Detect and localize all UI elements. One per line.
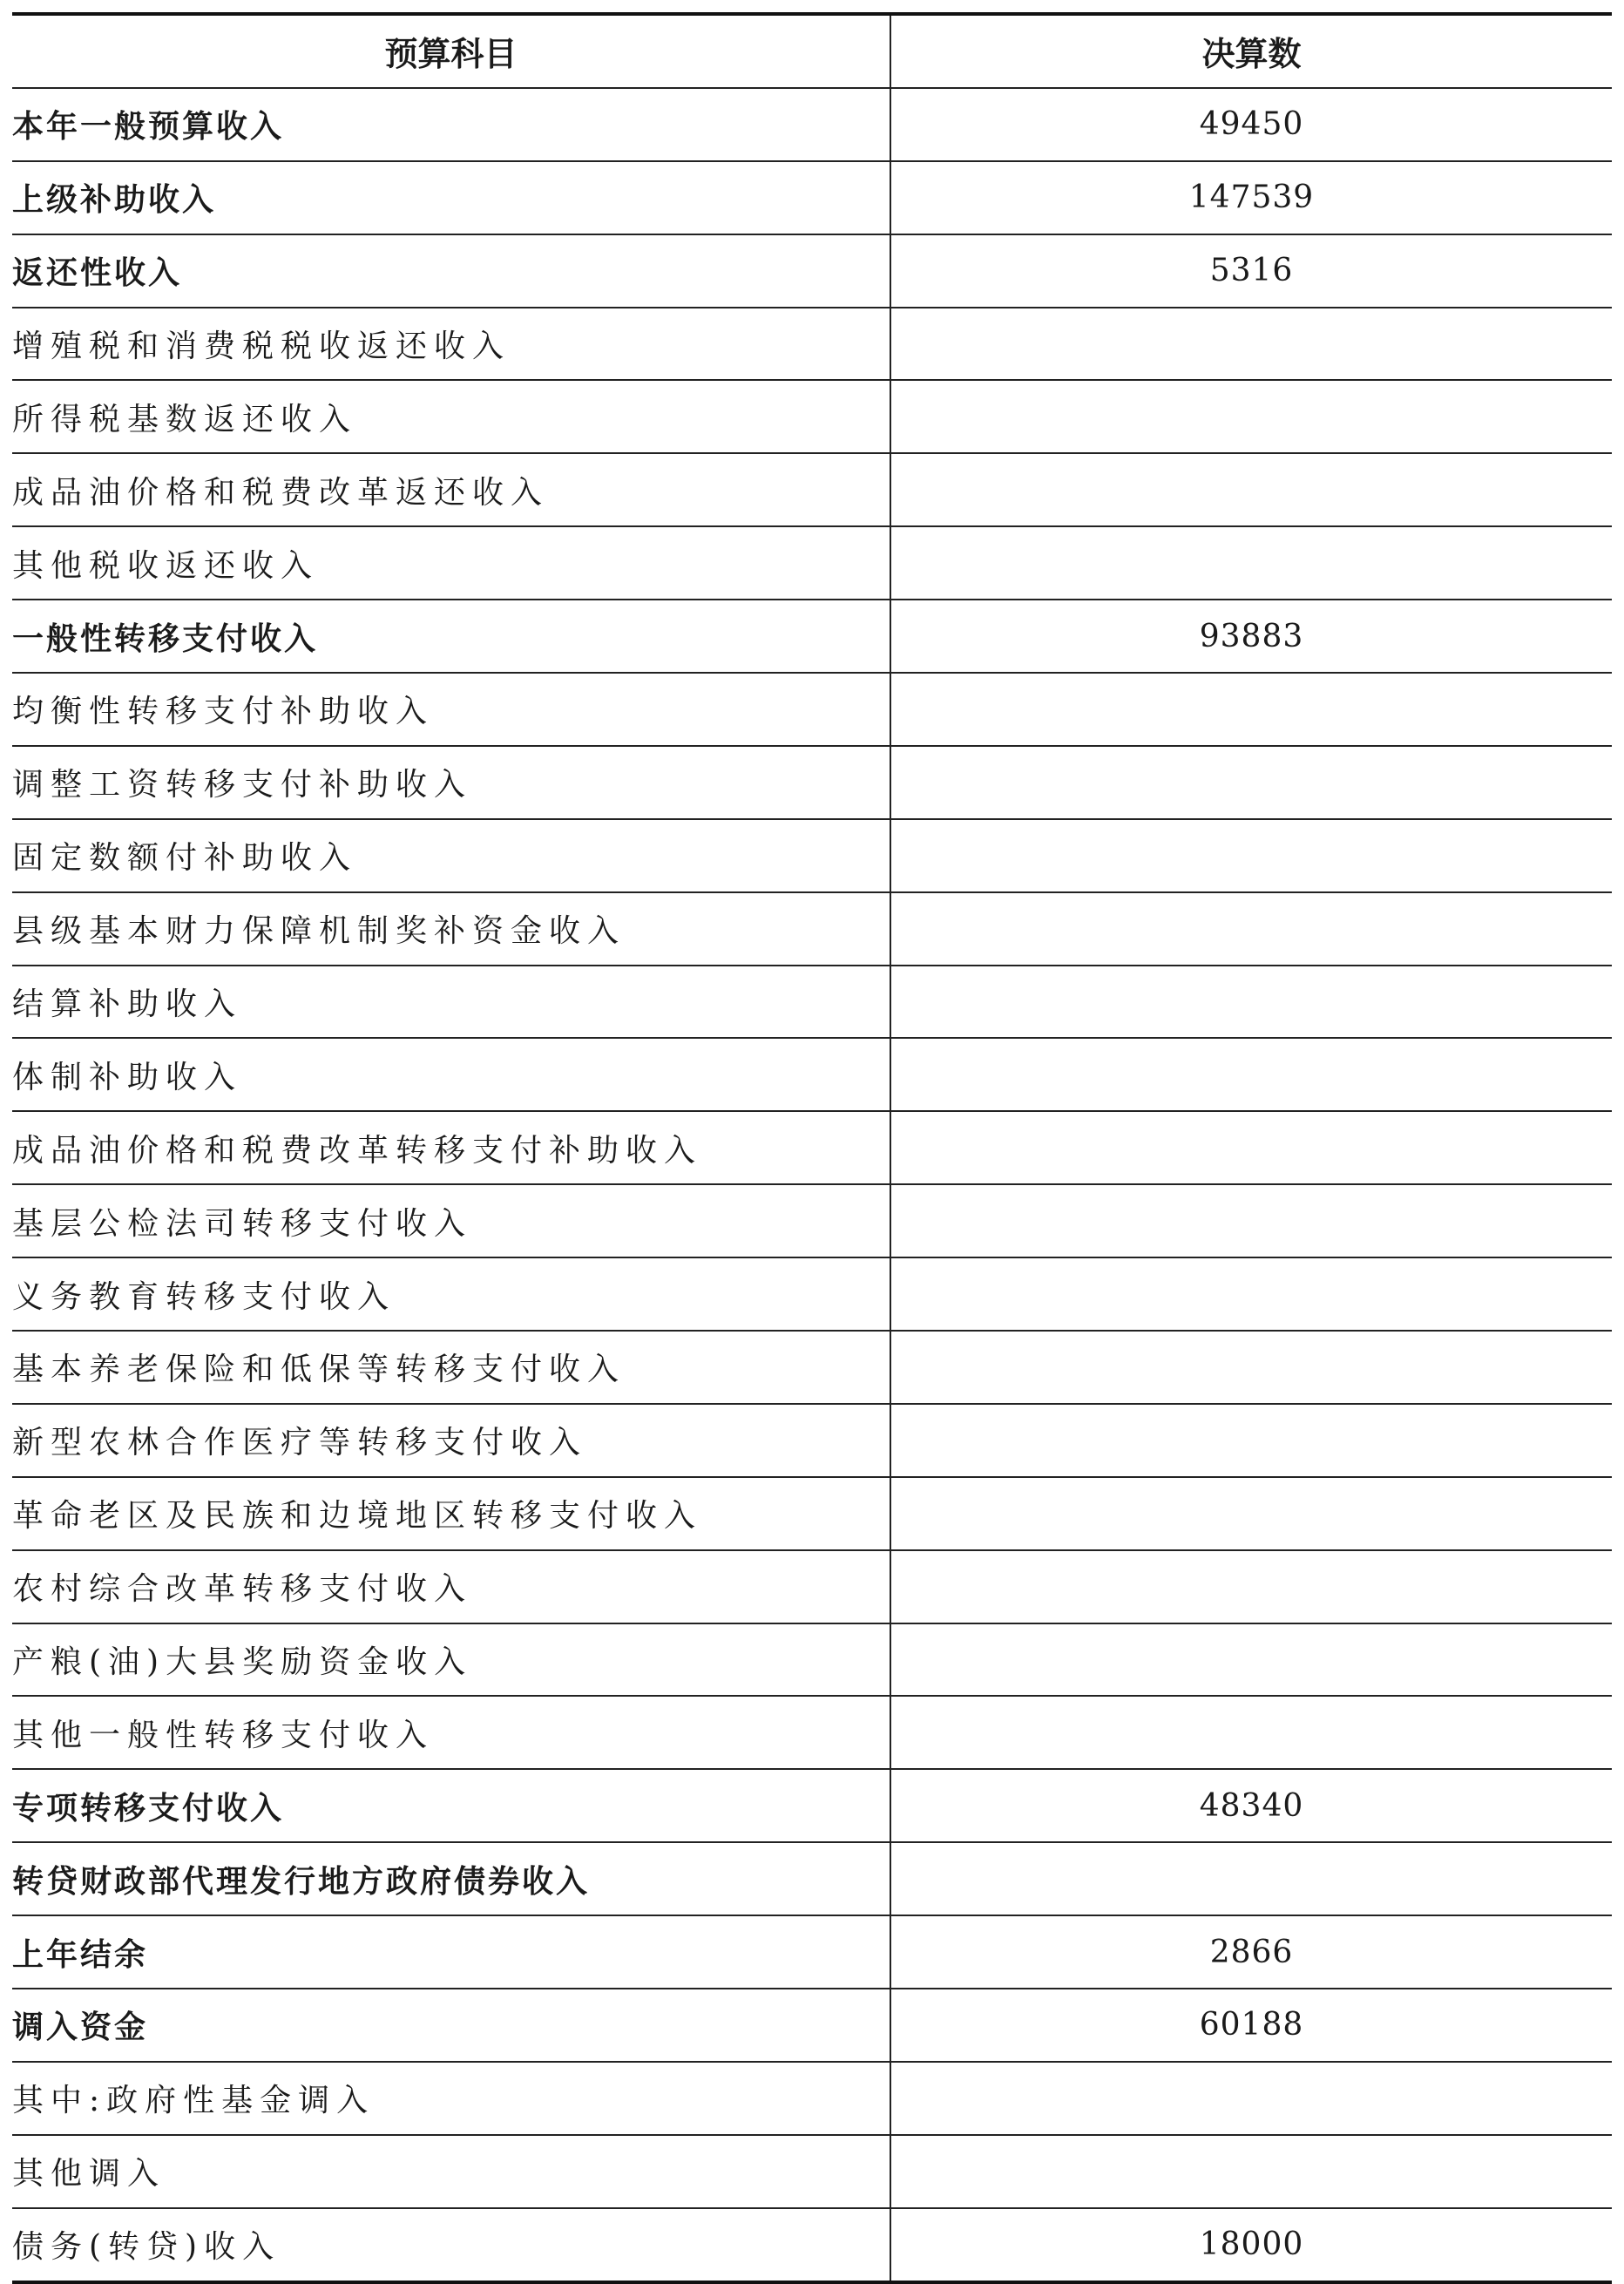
table-row — [12, 1111, 1612, 1184]
budget-item-label: 县级基本财力保障机制奖补资金收入 — [12, 892, 890, 966]
table-row — [12, 1989, 1612, 2062]
table-row — [12, 892, 1612, 966]
table-row — [12, 2208, 1612, 2282]
final-amount-cell — [890, 526, 1612, 600]
budget-item-label: 成品油价格和税费改革转移支付补助收入 — [12, 1111, 890, 1184]
budget-item-label: 结算补助收入 — [12, 966, 890, 1039]
table-row — [12, 380, 1612, 453]
final-amount-cell: 93883 — [890, 600, 1612, 673]
final-amount-cell: 18000 — [890, 2208, 1612, 2282]
final-amount-cell — [890, 1550, 1612, 1623]
table-row — [12, 746, 1612, 819]
budget-item-label: 上级补助收入 — [12, 161, 890, 234]
table-row — [12, 673, 1612, 746]
budget-table — [12, 12, 1612, 2284]
table-row — [12, 1331, 1612, 1404]
budget-item-label: 产粮(油)大县奖励资金收入 — [12, 1623, 890, 1697]
header-final-amount: 决算数 — [890, 14, 1612, 88]
budget-item-label: 转贷财政部代理发行地方政府债券收入 — [12, 1842, 890, 1915]
final-amount-cell — [890, 380, 1612, 453]
budget-item-label: 返还性收入 — [12, 234, 890, 308]
final-amount-cell: 49450 — [890, 88, 1612, 161]
budget-item-label: 一般性转移支付收入 — [12, 600, 890, 673]
final-amount-cell — [890, 1477, 1612, 1550]
final-amount-cell — [890, 1696, 1612, 1769]
table-row — [12, 2062, 1612, 2135]
final-amount-cell: 147539 — [890, 161, 1612, 234]
budget-item-label: 农村综合改革转移支付收入 — [12, 1550, 890, 1623]
table-row — [12, 819, 1612, 892]
table-row — [12, 600, 1612, 673]
table-row — [12, 1550, 1612, 1623]
budget-item-label: 本年一般预算收入 — [12, 88, 890, 161]
final-amount-cell — [890, 2135, 1612, 2208]
final-amount-cell — [890, 453, 1612, 526]
budget-item-label: 其他调入 — [12, 2135, 890, 2208]
final-amount-cell — [890, 1111, 1612, 1184]
final-amount-cell — [890, 1404, 1612, 1477]
final-amount-cell — [890, 1038, 1612, 1111]
table-row — [12, 1623, 1612, 1697]
table-row — [12, 526, 1612, 600]
budget-item-label: 所得税基数返还收入 — [12, 380, 890, 453]
table-row — [12, 1184, 1612, 1257]
final-amount-cell: 48340 — [890, 1769, 1612, 1842]
table-row — [12, 966, 1612, 1039]
budget-item-label: 调入资金 — [12, 1989, 890, 2062]
table-row — [12, 1769, 1612, 1842]
table-row — [12, 2135, 1612, 2208]
table-row — [12, 1696, 1612, 1769]
budget-item-label: 上年结余 — [12, 1915, 890, 1989]
budget-item-label: 基本养老保险和低保等转移支付收入 — [12, 1331, 890, 1404]
budget-item-label: 专项转移支付收入 — [12, 1769, 890, 1842]
final-amount-cell: 5316 — [890, 234, 1612, 308]
table-row — [12, 234, 1612, 308]
budget-item-label: 革命老区及民族和边境地区转移支付收入 — [12, 1477, 890, 1550]
final-amount-cell — [890, 2062, 1612, 2135]
final-amount-cell — [890, 1331, 1612, 1404]
budget-item-label: 其他一般性转移支付收入 — [12, 1696, 890, 1769]
budget-item-label: 调整工资转移支付补助收入 — [12, 746, 890, 819]
budget-item-label: 增殖税和消费税税收返还收入 — [12, 308, 890, 381]
table-row — [12, 308, 1612, 381]
header-budget-item: 预算科目 — [12, 14, 890, 88]
final-amount-cell — [890, 819, 1612, 892]
table-row — [12, 453, 1612, 526]
final-amount-cell — [890, 892, 1612, 966]
final-amount-cell — [890, 308, 1612, 381]
final-amount-cell — [890, 1184, 1612, 1257]
table-row — [12, 161, 1612, 234]
final-amount-cell — [890, 1623, 1612, 1697]
budget-item-label: 债务(转贷)收入 — [12, 2208, 890, 2282]
table-row — [12, 1257, 1612, 1331]
budget-item-label: 其中:政府性基金调入 — [12, 2062, 890, 2135]
budget-item-label: 固定数额付补助收入 — [12, 819, 890, 892]
table-row — [12, 1038, 1612, 1111]
budget-item-label: 体制补助收入 — [12, 1038, 890, 1111]
budget-item-label: 新型农林合作医疗等转移支付收入 — [12, 1404, 890, 1477]
table-row — [12, 1842, 1612, 1915]
table-row — [12, 1477, 1612, 1550]
final-amount-cell — [890, 1257, 1612, 1331]
budget-item-label: 义务教育转移支付收入 — [12, 1257, 890, 1331]
budget-item-label: 均衡性转移支付补助收入 — [12, 673, 890, 746]
final-amount-cell: 2866 — [890, 1915, 1612, 1989]
budget-item-label: 成品油价格和税费改革返还收入 — [12, 453, 890, 526]
table-row — [12, 88, 1612, 161]
budget-item-label: 其他税收返还收入 — [12, 526, 890, 600]
table-body — [12, 88, 1612, 2282]
final-amount-cell — [890, 966, 1612, 1039]
budget-item-label: 基层公检法司转移支付收入 — [12, 1184, 890, 1257]
table-row — [12, 1915, 1612, 1989]
final-amount-cell — [890, 1842, 1612, 1915]
table-row — [12, 1404, 1612, 1477]
final-amount-cell — [890, 673, 1612, 746]
header-row — [12, 14, 1612, 88]
final-amount-cell: 60188 — [890, 1989, 1612, 2062]
final-amount-cell — [890, 746, 1612, 819]
